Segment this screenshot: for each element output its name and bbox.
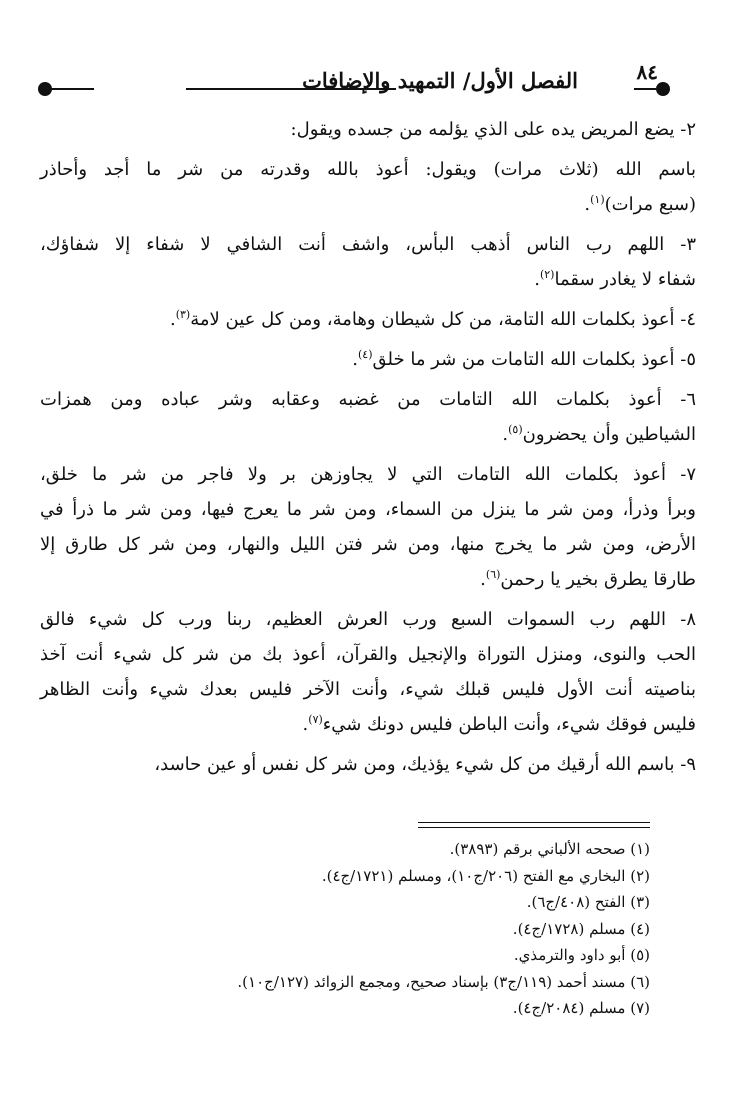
text-line <box>40 672 696 707</box>
footnote: (٧) مسلم (٢٠٨٤/ج٤). <box>512 999 650 1017</box>
text-line <box>40 747 696 782</box>
line-text: بناصيته أنت الأول فليس قبلك شيء، وأنت الآخر فليس بعدك شيء وأنت الظاهر <box>40 679 696 700</box>
header-dot-left <box>38 82 52 96</box>
end-punctuation: . <box>584 194 591 215</box>
line-text: ٦- أعوذ بكلمات الله التامات من غضبه وعقابه وشر عباده ومن همزات <box>40 389 697 410</box>
paragraph <box>40 602 696 742</box>
text-line <box>40 637 696 672</box>
line-text: ٢- يضع المريض يده على الذي يؤلمه من جسده ويقول: <box>290 119 696 140</box>
footnote-mark: (٦) <box>485 568 501 581</box>
end-punctuation: . <box>302 714 309 735</box>
main-text <box>40 112 696 787</box>
line-text: الشياطين وأن يحضرون <box>522 424 696 445</box>
text-line <box>40 492 696 527</box>
text-line <box>40 562 696 597</box>
text-line <box>40 527 696 562</box>
text-line <box>40 707 696 742</box>
end-punctuation: . <box>169 309 176 330</box>
footnote-mark: (٢) <box>539 268 555 281</box>
text-line <box>40 152 696 187</box>
footnote-mark: (٥) <box>508 423 523 436</box>
footnote-mark: (٤) <box>358 348 373 361</box>
line-text: شفاء لا يغادر سقما <box>554 269 696 290</box>
line-text: فليس فوقك شيء، وأنت الباطن فليس دونك شيء <box>322 714 696 735</box>
header-rule-left <box>50 88 94 90</box>
footnote-separator <box>418 822 650 828</box>
paragraph <box>40 747 696 782</box>
line-text: ٨- اللهم رب السموات السبع ورب العرش العظيم، ربنا ورب كل شيء فالق <box>40 609 696 630</box>
paragraph <box>40 112 696 147</box>
line-text: طارقا يطرق بخير يا رحمن <box>500 569 696 590</box>
text-line <box>40 417 696 452</box>
end-punctuation: . <box>502 424 509 445</box>
text-line <box>40 187 696 222</box>
footnote: (٥) أبو داود والترمذي. <box>513 946 650 964</box>
paragraph <box>40 227 696 297</box>
footnote-mark: (٧) <box>308 713 323 726</box>
line-text: ٣- اللهم رب الناس أذهب البأس، واشف أنت الشافي لا شفاء إلا شفاؤك، <box>40 234 696 255</box>
line-text: ٩- باسم الله أرقيك من كل شيء يؤذيك، ومن شر كل نفس أو عين حاسد، <box>154 754 696 775</box>
paragraph <box>40 382 696 452</box>
text-line <box>40 302 696 337</box>
header-rule-right <box>634 88 656 90</box>
line-text: ٤- أعوذ بكلمات الله التامة، من كل شيطان وهامة، ومن كل عين لامة <box>190 309 696 330</box>
footnote: (١) صححه الألباني برقم (٣٨٩٣). <box>449 840 650 858</box>
header-dot-right <box>656 82 670 96</box>
paragraph <box>40 302 696 337</box>
paragraph <box>40 457 696 597</box>
end-punctuation: . <box>352 349 358 370</box>
line-text: (سبع مرات) <box>604 194 696 215</box>
page-number: ٨٤ <box>636 60 658 84</box>
footnote: (٣) الفتح (٤٠٨/ج٦). <box>526 893 650 911</box>
chapter-title: الفصل الأول/ التمهيد والإضافات <box>302 68 578 93</box>
footnote: (٤) مسلم (١٧٢٨/ج٤). <box>512 919 650 938</box>
line-text: ٥- أعوذ بكلمات الله التامات من شر ما خلق <box>372 349 696 370</box>
text-line <box>40 382 696 417</box>
footnote: (٦) مسند أحمد (١١٩/ج٣) بإسناد صحيح، ومجمع الزوائد (١٢٧/ج١٠). <box>237 972 650 991</box>
line-text: باسم الله (ثلاث مرات) ويقول: أعوذ بالله وقدرته من شر ما أجد وأحاذر <box>40 159 696 180</box>
end-punctuation: . <box>480 569 486 590</box>
text-line <box>40 227 696 262</box>
footnote-mark: (١) <box>590 193 605 206</box>
line-text: الحب والنوى، ومنزل التوراة والإنجيل والقرآن، أعوذ بك من شر كل شيء أنت آخذ <box>40 644 696 665</box>
text-line <box>40 342 696 377</box>
footnote-mark: (٣) <box>175 308 191 321</box>
line-text: وبرأ وذرأ، ومن شر ما ينزل من السماء، ومن شر ما يعرج فيها، ومن شر ما ذرأ في <box>40 499 696 520</box>
footnote: (٢) البخاري مع الفتح (٢٠٦/ج١٠)، ومسلم (١٧٢١/ج٤). <box>321 866 650 885</box>
footnotes <box>50 836 650 1022</box>
end-punctuation: . <box>534 269 540 290</box>
line-text: الأرض، ومن شر ما يخرج منها، ومن شر فتن الليل والنهار، ومن شر كل طارق إلا <box>40 534 696 555</box>
text-line <box>40 602 696 637</box>
text-line <box>40 112 696 147</box>
page-header <box>38 62 658 102</box>
paragraph <box>40 152 696 222</box>
paragraph <box>40 342 696 377</box>
text-line <box>40 262 696 297</box>
text-line <box>40 457 696 492</box>
line-text: ٧- أعوذ بكلمات الله التامات التي لا يجاوزهن بر ولا فاجر من شر ما خلق، <box>40 464 696 485</box>
